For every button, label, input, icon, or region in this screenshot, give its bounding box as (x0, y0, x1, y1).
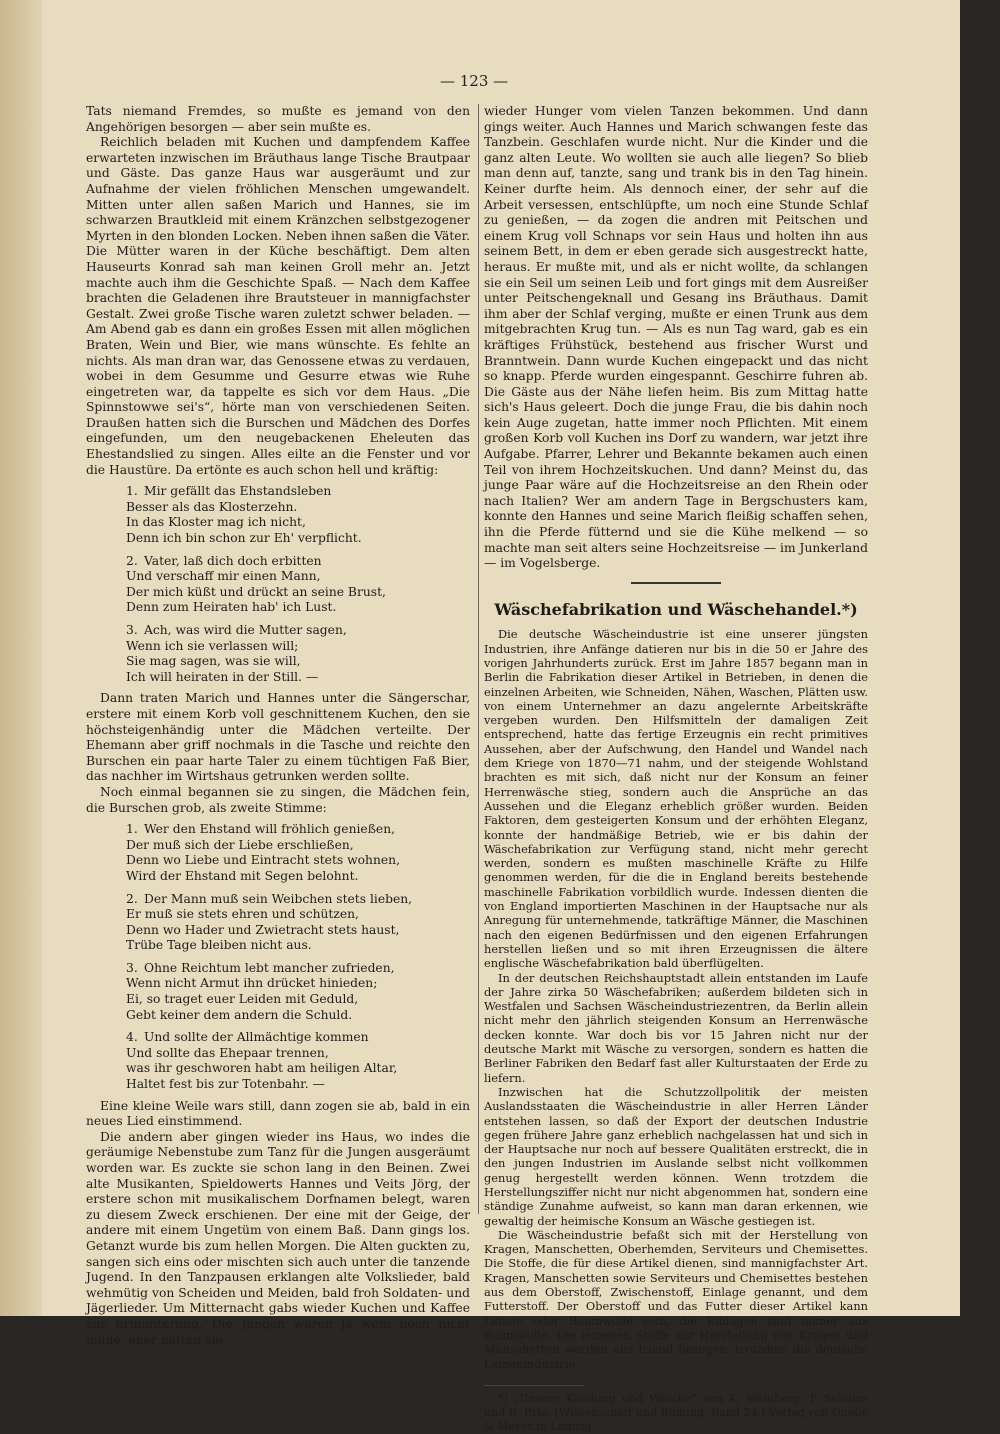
left-paragraph-3: Dann traten Marich und Hannes unter die Sängerschar, erstere mit einem Korb voll geschnittenem Kuchen, den sie höchsteigenhändig unter die Mädchen verteilte. Der Ehemann aber griff nochmals in die Tasche und reichte den Burschen ein paar harte Taler zu einem tüchtigen Faß Bier, das nachher im Wirtshaus getrunken werden sollte. (86, 691, 470, 784)
page-number: — 123 — (440, 72, 509, 90)
left-paragraph-1: Tats niemand Fremdes, so mußte es jemand von den Angehörigen besorgen — aber sein mußte es. (86, 104, 470, 134)
right-paragraph-2: Die deutsche Wäscheindustrie ist eine unserer jüngsten Industrien, ihre Anfänge datieren nur bis in die 50 er Jahre des vorigen Jahrhunderts zurück. Erst im Jahre 1857 begann man in Berlin die Fabrikation dieser Artikel in Betrieben, in denen die einzelnen Arbeiten, wie Schneiden, Nähen, Waschen, Plätten usw. von einem Unternehmer an dazu angelernte Arbeitskräfte vergeben wurden. Den Hilfsmitteln der damaligen Zeit entsprechend, hatte das fertige Erzeugnis ein recht primitives Aussehen, aber der Aufschwung, den Handel und Wandel nach dem Kriege von 1870—71 nahm, und der steigende Wohlstand brachten es mit sich, daß nicht nur der Konsum an feiner Herrenwäsche stieg, sondern auch die Ansprüche an das Aussehen und die Eleganz erheblich größer wurden. Beiden Faktoren, dem gesteigerten Konsum und der erhöhten Eleganz, konnte der handmäßige Betrieb, wie er bis dahin der Wäschefabrikation zur Verfügung stand, nicht mehr gerecht werden, sondern es mußten maschinelle Kräfte zu Hilfe genommen werden, für die die in England bereits bestehende maschinelle Fabrikation vorbildlich wurde. Indessen dienten die von England importierten Maschinen in der Hauptsache nur als Anregung für unternehmende, tatkräftige Männer, die Maschinen nach den eigenen Bedürfnissen und den eigenen Erfahrungen herstellen ließen und so mit ihren Erzeugnissen die ältere englische Wäschefabrikation bald überflügelten. (484, 627, 868, 971)
verse-3: 3. Ach, was wird die Mutter sagen, Wenn ich sie verlassen will; Sie mag sagen, was sie will, Ich will heiraten in der Still. — (126, 623, 347, 684)
book-spine (0, 0, 42, 1316)
right-paragraph-3: In der deutschen Reichshauptstadt allein entstanden im Laufe der Jahre zirka 50 Wäschefabriken; außerdem bildeten sich in Westfalen und Sachsen Wäscheindustriezentren, da Berlin allein nicht mehr den jährlich steigenden Konsum an Herrenwäsche decken konnte. War doch bis vor 15 Jahren nicht nur der deutsche Markt mit Wäsche zu versorgen, sondern es hatten die Berliner Fabriken den Bedarf fast aller Kulturstaaten der Erde zu liefern. (484, 970, 868, 1085)
right-column (484, 104, 868, 1434)
left-paragraph-6: Die andern aber gingen wieder ins Haus, wo indes die geräumige Nebenstube zum Tanz für die Jungen ausgeräumt worden war. Es zuckte sie schon lang in den Beinen. Zwei alte Musikanten, Spieldowerts Hannes und Veits Jörg, der erstere schon mit musikalischem Dorfnamen belegt, waren zu diesem Zweck erschienen. Der eine mit der Geige, der andere mit einem Ungetüm von einem Baß. Dann gings los. Getanzt wurde bis zum hellen Morgen. Die Alten guckten zu, sangen sich eins oder mischten sich auch unter die tanzende Jugend. In den Tanzpausen erklangen alte Volkslieder, bald wehmütig von Scheiden und Meiden, bald froh Soldaten- und Jägerlieder. Um Mitternacht gabs wieder Kuchen und Kaffee zur Ermunterung. Die Jungen waren ja wohl noch nicht müde, eher hatten sie (86, 1129, 470, 1347)
footnote-rule (484, 1385, 584, 1386)
left-paragraph-2: Reichlich beladen mit Kuchen und dampfendem Kaffee erwarteten inzwischen im Bräuthaus lange Tische Brautpaar und Gäste. Das ganze Haus war ausgeräumt und zur Aufnahme der vielen fröhlichen Menschen umgewandelt. Mitten unter allen saßen Marich und Hannes, sie im schwarzen Brautkleid mit einem Kränzchen selbstgezogener Myrten in den blonden Locken. Neben ihnen saßen die Väter. Die Mütter waren in der Küche beschäftigt. Dem alten Hauseurts Konrad sah man keinen Groll mehr an. Jetzt machte auch ihm die Geschichte Spaß. — Nach dem Kaffee brachten die Geladenen ihre Brautsteuer in mannigfachster Gestalt. Zwei große Tische waren zuletzt schwer beladen. — Am Abend gab es dann ein großes Essen mit allen möglichen Braten, Wein und Bier, wie mans wünschte. Es fehlte an nichts. Als man dran war, das Genossene etwas zu verdauen, wobei in dem Gesumme und Gesurre etwas wie Ruhe eingetreten war, da tappelte es sich vor dem Haus. „Die Spinnstowwe sei's“, hörte man von verschiedenen Seiten. Draußen hatten sich die Burschen und Mädchen des Dorfes eingefunden, um den neugebackenen Eheleuten das Ehestandslied zu singen. Alles eilte an die Fenster und vor die Haustüre. Da ertönte es auch schon hell und kräftig: (86, 135, 470, 477)
verse-2: 2. Der Mann muß sein Weibchen stets lieben, Er muß sie stets ehren und schützen, Denn wo Hader und Zwietracht stets haust, Trübe Tage bleiben nicht aus. (126, 891, 413, 953)
verse-1: 1. Mir gefällt das Ehstandsleben Besser als das Klosterzehn. In das Kloster mag ich nicht, Denn ich bin schon zur Eh' verpflicht. (126, 484, 362, 546)
song-ehstand (126, 822, 470, 1093)
section-divider (631, 582, 721, 584)
left-paragraph-4: Noch einmal begannen sie zu singen, die Mädchen fein, die Burschen grob, als zweite Stimme: (86, 784, 470, 815)
left-column (86, 104, 470, 1348)
verse-2: 2. Vater, laß dich doch erbitten Und verschaff mir einen Mann, Der mich küßt und drückt an seine Brust, Denn zum Heiraten hab' ich Lust. (126, 553, 386, 615)
left-paragraph-5: Eine kleine Weile wars still, dann zogen sie ab, bald in ein neues Lied einstimmend. (86, 1098, 470, 1129)
article-heading: Wäschefabrikation und Wäschehandel.*) (494, 599, 858, 619)
right-paragraph-1: wieder Hunger vom vielen Tanzen bekommen. Und dann gings weiter. Auch Hannes und Marich schwangen feste das Tanzbein. Geschlafen wurde nicht. Nur die Kinder und die ganz alten Leute. Wo wollten sie auch alle liegen? So blieb man denn auf, tanzte, sang und trank bis in den Tag hinein. Keiner durfte heim. Als dennoch einer, der sehr auf die Arbeit versessen, entschlüpfte, um noch eine Stunde Schlaf zu genießen, — da zogen die andren mit Peitschen und einem Krug voll Schnaps vor sein Haus und holten ihn aus seinem Bett, in dem er eben gerade sich ausgestreckt hatte, heraus. Er mußte mit, und als er nicht wollte, da schlangen sie ein Seil um seinen Leib und fort gings mit dem Ausreißer unter Peitschengeknall und Gesang ins Bräuthaus. Damit ihm aber der Schlaf verging, mußte er einen Trunk aus dem mitgebrachten Krug tun. — Als es nun Tag ward, gab es ein kräftiges Frühstück, bestehend aus frischer Wurst und Branntwein. Dann wurde Kuchen eingepackt und das nicht so knapp. Pferde wurden eingespannt. Geschirre fuhren ab. Die Gäste aus der Nähe liefen heim. Bis zum Mittag hatte sich's Haus geleert. Doch die junge Frau, die bis dahin noch kein Auge zugetan, hatte immer noch Pflichten. Mit einem großen Korb voll Kuchen ins Dorf zu wandern, war jetzt ihre Aufgabe. Pfarrer, Lehrer und Bekannte bekamen auch einen Teil von ihrem Hochzeitskuchen. Und dann? Meinst du, das junge Paar wäre auf die Hochzeitsreise an den Rhein oder nach Italien? Wer am andern Tage in Bergschusters kam, konnte den Hannes und seine Marich fleißig schaffen sehen, ihn die Pferde fütternd und sie die Kühe melkend — so machte man seit alters seine Hochzeitsreise — im Junkerland — im Vogelsberge. (484, 104, 868, 571)
verse-4: 4. Und sollte der Allmächtige kommen Und sollte das Ehepaar trennen, was ihr geschworen habt am heiligen Altar, Haltet fest bis zur Totenbahr. — (126, 1030, 398, 1092)
right-paragraph-5: Die Wäscheindustrie befaßt sich mit der Herstellung von Kragen, Manschetten, Oberhemden, Serviteurs und Chemisettes. Die Stoffe, die für diese Artikel dienen, sind mannigfachster Art. Kragen, Manschetten sowie Serviteurs und Chemisettes bestehen aus dem Oberstoff, Zwischenstoff, Einlage genannt, und dem Futterstoff. Der Oberstoff und das Futter dieser Artikel kann Leinen oder Baumwolle sein, die Einlagen sind immer aus Baumwolle. Die leinenen Stoffe zur Herstellung von Kragen und Manschetten werden aus Irland bezogen, trotzdem die deutsche Leinenindustrie (484, 1227, 868, 1371)
verse-1: 1. Wer den Ehstand will fröhlich genießen, Der muß sich der Liebe erschließen, Denn wo Liebe und Eintracht stets wohnen, Wird der Ehstand mit Segen belohnt. (126, 822, 400, 883)
song-ehstandsleben (126, 484, 470, 685)
column-divider (478, 104, 479, 1214)
footnote: *) „Unsere Kleidung und Wäsche“ von K. Weinberg, P. Schulze und B. Brie. (Wissenschaft und Bildung, Band 24.) Verlag von Quelle & Meyer in Leipzig. (484, 1391, 868, 1433)
right-paragraph-4: Inzwischen hat die Schutzzollpolitik der meisten Auslandsstaaten die Wäscheindustrie in aller Herren Länder entstehen lassen, so daß der Export der deutschen Industrie gegen frühere Jahre ganz erheblich nachgelassen hat und sich in der Hauptsache nur noch auf bessere Qualitäten erstreckt, die in den jungen Industrien im Auslande selbst nicht vollkommen genug hergestellt werden können. Wenn trotzdem die Herstellungsziffer nicht nur nicht abgenommen hat, sondern eine ständige Zunahme aufweist, so kann man daran erkennen, wie gewaltig der heimische Konsum an Wäsche gestiegen ist. (484, 1084, 868, 1228)
verse-3: 3. Ohne Reichtum lebt mancher zufrieden, Wenn nicht Armut ihn drücket hinieden; Ei, so traget euer Leiden mit Geduld, Gebt keiner dem andern die Schuld. (126, 960, 395, 1022)
